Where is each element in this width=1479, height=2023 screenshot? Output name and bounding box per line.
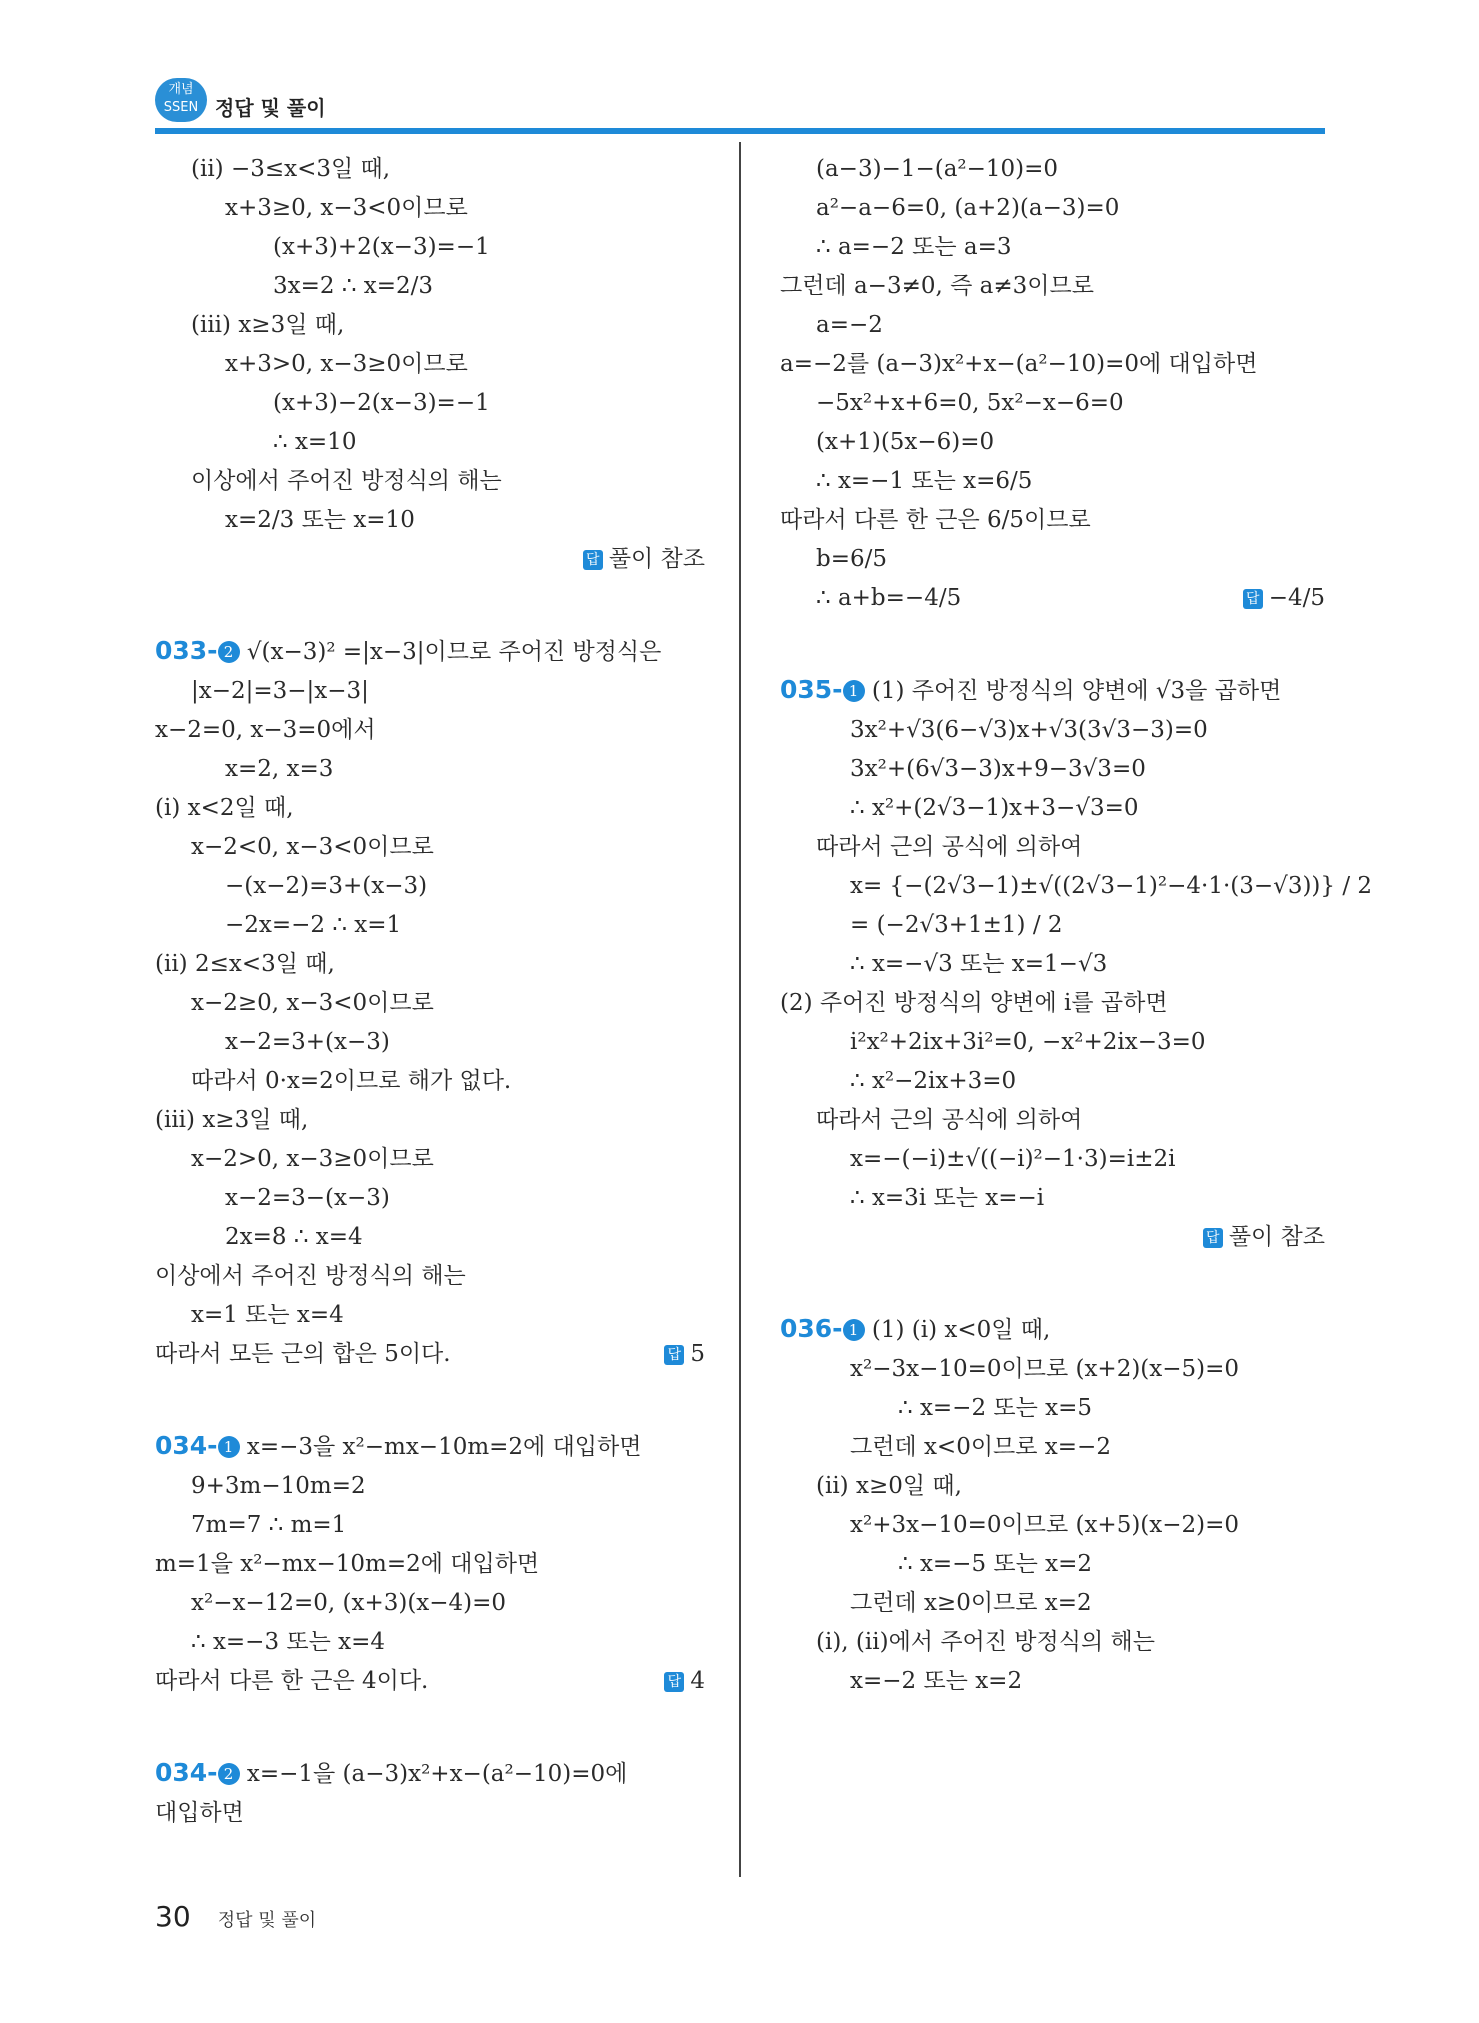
line-text: 따라서 근의 공식에 의하여 [816, 1107, 1083, 1133]
line-text: |x−2|=3−|x−3| [191, 678, 369, 704]
solution-line [780, 267, 1325, 306]
solution-line [780, 540, 1325, 579]
solution-line [155, 462, 705, 501]
line-text: ∴ x²+(2√3−1)x+3−√3=0 [850, 795, 1139, 821]
line-text: 3x²+(6√3−3)x+9−3√3=0 [850, 756, 1146, 782]
line-text: x=1 또는 x=4 [191, 1302, 344, 1328]
line-text: 2x=8 ∴ x=4 [225, 1224, 363, 1250]
line-text: a=−2 [816, 312, 883, 338]
line-text: 그런데 x<0이므로 x=−2 [850, 1434, 1111, 1460]
solution-line [780, 1140, 1325, 1179]
section-gap [780, 1257, 1325, 1309]
line-text: x−2>0, x−3≥0이므로 [191, 1146, 434, 1172]
solution-line [780, 906, 1325, 945]
answer-label-icon: 답 [664, 1345, 684, 1365]
header-title: 정답 및 풀이 [215, 96, 326, 120]
page-footer [155, 1900, 316, 1933]
line-text: x−2=3+(x−3) [225, 1029, 390, 1055]
line-text: 따라서 0·x=2이므로 해가 없다. [191, 1068, 512, 1094]
line-text: x=−(−i)±√((−i)²−1·3)=i±2i [850, 1146, 1176, 1172]
answer-value: −4/5 [1268, 585, 1325, 611]
solution-line [780, 228, 1325, 267]
solution-line [780, 1389, 1325, 1428]
answer-label-icon: 답 [1203, 1228, 1223, 1248]
solution-line [155, 189, 705, 228]
line-text: x+3≥0, x−3<0이므로 [225, 195, 468, 221]
solution-line [155, 150, 705, 189]
solution-line [780, 150, 1325, 189]
problem-variant-badge: 2 [218, 1763, 240, 1785]
brand-logo [155, 78, 207, 122]
line-text: (1) 주어진 방정식의 양변에 √3을 곱하면 [864, 678, 1282, 704]
solution-line [155, 906, 705, 945]
problem-number: 035- [780, 675, 843, 704]
line-text: x= {−(2√3−1)±√((2√3−1)²−4·1·(3−√3))} / 2 [850, 873, 1373, 899]
line-text: ∴ a=−2 또는 a=3 [816, 234, 1012, 260]
solution-line [780, 1623, 1325, 1662]
line-text: 그런데 a−3≠0, 즉 a≠3이므로 [780, 273, 1094, 299]
line-text: 따라서 다른 한 근은 6/5이므로 [780, 507, 1091, 533]
logo-top-text: 개념 [168, 82, 194, 97]
line-text: 이상에서 주어진 방정식의 해는 [191, 468, 502, 494]
line-text: x−2≥0, x−3<0이므로 [191, 990, 434, 1016]
line-text: −2x=−2 ∴ x=1 [225, 912, 402, 938]
solution-line [155, 1023, 705, 1062]
line-text: x=−2 또는 x=2 [850, 1668, 1023, 1694]
line-text: 7m=7 ∴ m=1 [191, 1512, 347, 1538]
problem-heading [780, 1309, 1325, 1350]
solution-line [780, 984, 1325, 1023]
line-text: a²−a−6=0, (a+2)(a−3)=0 [816, 195, 1120, 221]
footer-text: 정답 및 풀이 [217, 1910, 317, 1931]
line-text: (x+3)−2(x−3)=−1 [273, 390, 490, 416]
line-text: x²+3x−10=0이므로 (x+5)(x−2)=0 [850, 1512, 1240, 1538]
solution-line [155, 1584, 705, 1623]
problem-number: 034- [155, 1431, 218, 1460]
answer-value: 풀이 참조 [608, 546, 705, 572]
solution-line [155, 1467, 705, 1506]
solution-line [780, 828, 1325, 867]
solution-line [155, 711, 705, 750]
column-divider [739, 142, 741, 1877]
solution-line [155, 1794, 705, 1833]
line-text: −(x−2)=3+(x−3) [225, 873, 428, 899]
line-text: (x+3)+2(x−3)=−1 [273, 234, 490, 260]
line-text: (ii) x≥0일 때, [816, 1473, 962, 1499]
line-text: ∴ x²−2ix+3=0 [850, 1068, 1017, 1094]
solution-line [155, 1335, 705, 1374]
line-text: 3x²+√3(6−√3)x+√3(3√3−3)=0 [850, 717, 1208, 743]
line-text: x−2=0, x−3=0에서 [155, 717, 376, 743]
solution-line [780, 1101, 1325, 1140]
solution-line [155, 1179, 705, 1218]
solution-line [780, 1062, 1325, 1101]
line-text: x=−3을 x²−mx−10m=2에 대입하면 [239, 1434, 642, 1460]
section-gap [155, 1701, 705, 1753]
line-text: b=6/5 [816, 546, 888, 572]
solution-line [155, 1062, 705, 1101]
solution-line [155, 501, 705, 540]
solution-line [155, 672, 705, 711]
line-text: (i) x<2일 때, [155, 795, 294, 821]
solution-line [780, 1023, 1325, 1062]
page-number: 30 [155, 1900, 191, 1933]
line-text: x+3>0, x−3≥0이므로 [225, 351, 468, 377]
line-text: 3x=2 ∴ x=2/3 [273, 273, 434, 299]
solution-line [780, 1662, 1325, 1701]
solution-line [155, 423, 705, 462]
answer-value: 5 [690, 1341, 705, 1367]
solution-line [780, 711, 1325, 750]
section-gap [780, 618, 1325, 670]
solution-line [780, 1428, 1325, 1467]
problem-heading [155, 1753, 705, 1794]
answer-marker [1203, 1224, 1325, 1250]
line-text: ∴ x=3i 또는 x=−i [850, 1185, 1045, 1211]
solution-line [780, 1506, 1325, 1545]
solution-line [155, 1218, 705, 1257]
answer-label-icon: 답 [583, 550, 603, 570]
problem-heading [780, 670, 1325, 711]
problem-heading [155, 631, 705, 672]
solution-line [155, 867, 705, 906]
left-column [155, 150, 705, 1833]
logo-bottom-text: SSEN [163, 100, 199, 115]
line-text: √(x−3)² =|x−3|이므로 주어진 방정식은 [239, 639, 662, 665]
answer-value: 4 [690, 1668, 705, 1694]
line-text: x²−3x−10=0이므로 (x+2)(x−5)=0 [850, 1356, 1240, 1382]
solution-line [780, 423, 1325, 462]
solution-line [155, 306, 705, 345]
section-gap [155, 1374, 705, 1426]
answer-value: 풀이 참조 [1228, 1224, 1325, 1250]
problem-number: 034- [155, 1758, 218, 1787]
line-text: 그런데 x≥0이므로 x=2 [850, 1590, 1092, 1616]
line-text: 따라서 근의 공식에 의하여 [816, 834, 1083, 860]
solution-line [155, 789, 705, 828]
solution-line [155, 945, 705, 984]
line-text: ∴ x=−2 또는 x=5 [898, 1395, 1093, 1421]
solution-line [155, 828, 705, 867]
solution-line [155, 1623, 705, 1662]
problem-variant-badge: 1 [843, 1319, 865, 1341]
solution-line [780, 789, 1325, 828]
solution-line [155, 384, 705, 423]
solution-line [780, 1545, 1325, 1584]
solution-line [780, 384, 1325, 423]
solution-line [780, 501, 1325, 540]
solution-line [155, 1545, 705, 1584]
line-text: (ii) 2≤x<3일 때, [155, 951, 335, 977]
line-text: (iii) x≥3일 때, [155, 1107, 309, 1133]
section-gap [155, 579, 705, 631]
solution-line [155, 1506, 705, 1545]
solution-line [155, 267, 705, 306]
solution-line [155, 228, 705, 267]
line-text: x−2<0, x−3<0이므로 [191, 834, 434, 860]
solution-line [780, 1350, 1325, 1389]
solution-line [780, 1584, 1325, 1623]
header-rule [155, 128, 1325, 134]
line-text: a=−2를 (a−3)x²+x−(a²−10)=0에 대입하면 [780, 351, 1258, 377]
line-text: −5x²+x+6=0, 5x²−x−6=0 [816, 390, 1124, 416]
answer-label-icon: 답 [664, 1672, 684, 1692]
line-text: 이상에서 주어진 방정식의 해는 [155, 1263, 466, 1289]
line-text: i²x²+2ix+3i²=0, −x²+2ix−3=0 [850, 1029, 1206, 1055]
solution-line [155, 1296, 705, 1335]
line-text: (i), (ii)에서 주어진 방정식의 해는 [816, 1629, 1155, 1655]
solution-line [780, 945, 1325, 984]
line-text: (1) (i) x<0일 때, [864, 1317, 1051, 1343]
solution-line [780, 306, 1325, 345]
line-text: ∴ a+b=−4/5 [816, 585, 962, 611]
answer-marker [1243, 579, 1325, 618]
solution-line [780, 579, 1325, 618]
answer-label-icon: 답 [1243, 589, 1263, 609]
solution-line [780, 462, 1325, 501]
solution-line [155, 750, 705, 789]
solution-line [155, 1662, 705, 1701]
solution-line [780, 1218, 1325, 1257]
solution-line [780, 750, 1325, 789]
problem-variant-badge: 1 [218, 1436, 240, 1458]
line-text: x²−x−12=0, (x+3)(x−4)=0 [191, 1590, 507, 1616]
line-text: (2) 주어진 방정식의 양변에 i를 곱하면 [780, 990, 1168, 1016]
line-text: (x+1)(5x−6)=0 [816, 429, 995, 455]
solution-line [155, 345, 705, 384]
line-text: x=2, x=3 [225, 756, 334, 782]
line-text: = (−2√3+1±1) / 2 [850, 912, 1063, 938]
solution-line [155, 984, 705, 1023]
line-text: x−2=3−(x−3) [225, 1185, 390, 1211]
problem-heading [155, 1426, 705, 1467]
solution-line [780, 867, 1373, 906]
line-text: ∴ x=−1 또는 x=6/5 [816, 468, 1033, 494]
solution-line [155, 1140, 705, 1179]
solution-line [780, 189, 1325, 228]
problem-number: 036- [780, 1314, 843, 1343]
line-text: (ii) −3≤x<3일 때, [191, 156, 391, 182]
problem-number: 033- [155, 636, 218, 665]
solution-line [155, 1257, 705, 1296]
solution-line [155, 1101, 705, 1140]
line-text: ∴ x=−5 또는 x=2 [898, 1551, 1093, 1577]
line-text: (a−3)−1−(a²−10)=0 [816, 156, 1059, 182]
line-text: ∴ x=−3 또는 x=4 [191, 1629, 386, 1655]
line-text: m=1을 x²−mx−10m=2에 대입하면 [155, 1551, 540, 1577]
problem-variant-badge: 2 [218, 641, 240, 663]
line-text: x=2/3 또는 x=10 [225, 507, 415, 533]
solution-line [780, 345, 1325, 384]
problem-variant-badge: 1 [843, 680, 865, 702]
answer-marker [664, 1662, 705, 1701]
line-text: (iii) x≥3일 때, [191, 312, 345, 338]
line-text: ∴ x=10 [273, 429, 357, 455]
line-text: ∴ x=−√3 또는 x=1−√3 [850, 951, 1108, 977]
solution-line [780, 1467, 1325, 1506]
answer-marker [664, 1335, 705, 1374]
solution-line [155, 540, 705, 579]
answer-marker [583, 546, 705, 572]
solution-line [780, 1179, 1325, 1218]
line-text: 따라서 모든 근의 합은 5이다. [155, 1341, 451, 1367]
right-column [780, 150, 1373, 1701]
line-text: x=−1을 (a−3)x²+x−(a²−10)=0에 [239, 1761, 628, 1787]
page-header [155, 70, 1325, 140]
line-text: 따라서 다른 한 근은 4이다. [155, 1668, 429, 1694]
line-text: 대입하면 [155, 1800, 244, 1826]
line-text: 9+3m−10m=2 [191, 1473, 366, 1499]
